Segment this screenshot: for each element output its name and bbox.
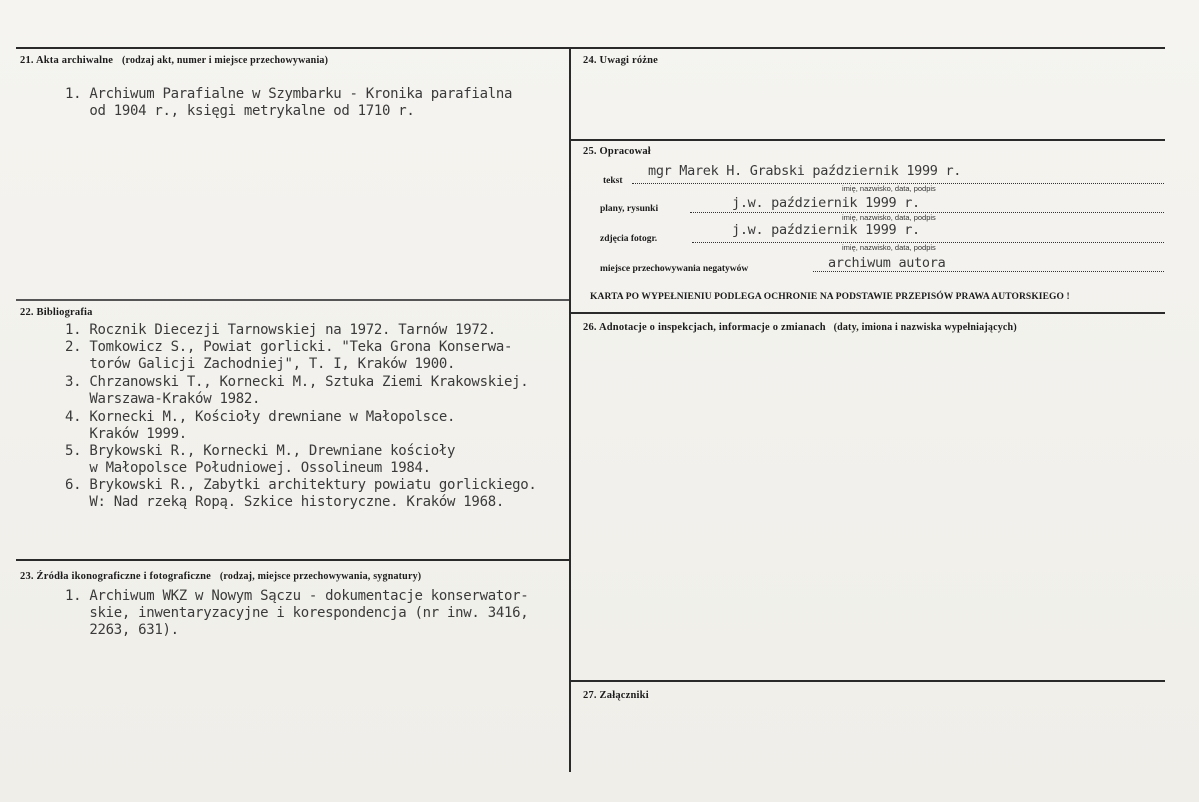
section-23-sublabel: (rodzaj, miejsce przechowywania, sygnatury) [219, 571, 422, 582]
section-23-label: 23. Źródła ikonograficzne i fotograficzne [20, 571, 212, 582]
top-border [16, 47, 1165, 49]
bibliography-line: 3. Chrzanowski T., Kornecki M., Sztuka Ziemi Krakowskiej. [65, 374, 529, 390]
divider-24-25 [571, 139, 1165, 141]
photos-author-value: j.w. październik 1999 r. [732, 222, 920, 238]
section-26-sublabel: (daty, imiona i nazwiska wypełniających) [833, 322, 1017, 333]
section-25-label: 25. Opracował [583, 146, 651, 157]
section-21-line: 1. Archiwum Parafialne w Szymbarku - Kronika parafialna [65, 86, 513, 102]
row-label-photos: zdjęcia fotogr. [600, 234, 658, 244]
bibliography-line: w Małopolsce Południowej. Ossolineum 1984. [65, 460, 431, 476]
signature-caption: imię, nazwisko, data, podpis [842, 243, 936, 252]
signature-caption: imię, nazwisko, data, podpis [842, 184, 936, 193]
row-label-plans: plany, rysunki [600, 204, 659, 214]
bibliography-line: torów Galicji Zachodniej", T. I, Kraków 1900. [65, 356, 456, 372]
bibliography-line: 1. Rocznik Diecezji Tarnowskiej na 1972. Tarnów 1972. [65, 322, 496, 338]
plans-author-value: j.w. październik 1999 r. [732, 195, 920, 211]
section-21-label: 21. Akta archiwalne [20, 55, 114, 66]
section-23-line: skie, inwentaryzacyjne i korespondencja (nr inw. 3416, [65, 605, 529, 621]
copyright-notice: KARTA PO WYPEŁNIENIU PODLEGA OCHRONIE NA PODSTAWIE PRZEPISÓW PRAWA AUTORSKIEGO ! [590, 292, 1070, 302]
bibliography-line: 4. Kornecki M., Kościoły drewniane w Małopolsce. [65, 409, 456, 425]
bibliography-line: 2. Tomkowicz S., Powiat gorlicki. "Teka Grona Konserwa- [65, 339, 513, 355]
section-21-sublabel: (rodzaj akt, numer i miejsce przechowywania) [121, 55, 329, 66]
row-label-text: tekst [603, 176, 623, 186]
section-27-label: 27. Załączniki [583, 690, 649, 701]
divider-25-26 [571, 312, 1165, 314]
text-author-value: mgr Marek H. Grabski październik 1999 r. [648, 163, 962, 179]
section-23-heading [20, 571, 421, 582]
bibliography-line: 5. Brykowski R., Kornecki M., Drewniane kościoły [65, 443, 456, 459]
section-26-heading [583, 322, 1017, 333]
section-24-label: 24. Uwagi różne [583, 55, 659, 66]
divider-21-22 [16, 299, 569, 301]
negatives-location-value: archiwum autora [828, 255, 946, 271]
bibliography-line: Warszawa-Kraków 1982. [65, 391, 261, 407]
dotted-line [813, 271, 1164, 272]
section-26-label: 26. Adnotacje o inspekcjach, informacje o zmianach [583, 322, 826, 333]
section-21-heading [20, 55, 328, 66]
column-divider [569, 47, 571, 772]
divider-22-23 [16, 559, 569, 561]
divider-26-27 [571, 680, 1165, 682]
bibliography-line: 6. Brykowski R., Zabytki architektury powiatu gorlickiego. [65, 477, 537, 493]
section-23-line: 2263, 631). [65, 622, 179, 638]
section-21-line: od 1904 r., księgi metrykalne od 1710 r. [65, 103, 415, 119]
bibliography-line: W: Nad rzeką Ropą. Szkice historyczne. Kraków 1968. [65, 494, 504, 510]
row-label-negatives: miejsce przechowywania negatywów [600, 264, 749, 274]
section-23-line: 1. Archiwum WKZ w Nowym Sączu - dokumentacje konserwator- [65, 588, 529, 604]
bibliography-line: Kraków 1999. [65, 426, 187, 442]
section-22-label: 22. Bibliografia [20, 307, 93, 318]
signature-caption: imię, nazwisko, data, podpis [842, 213, 936, 222]
